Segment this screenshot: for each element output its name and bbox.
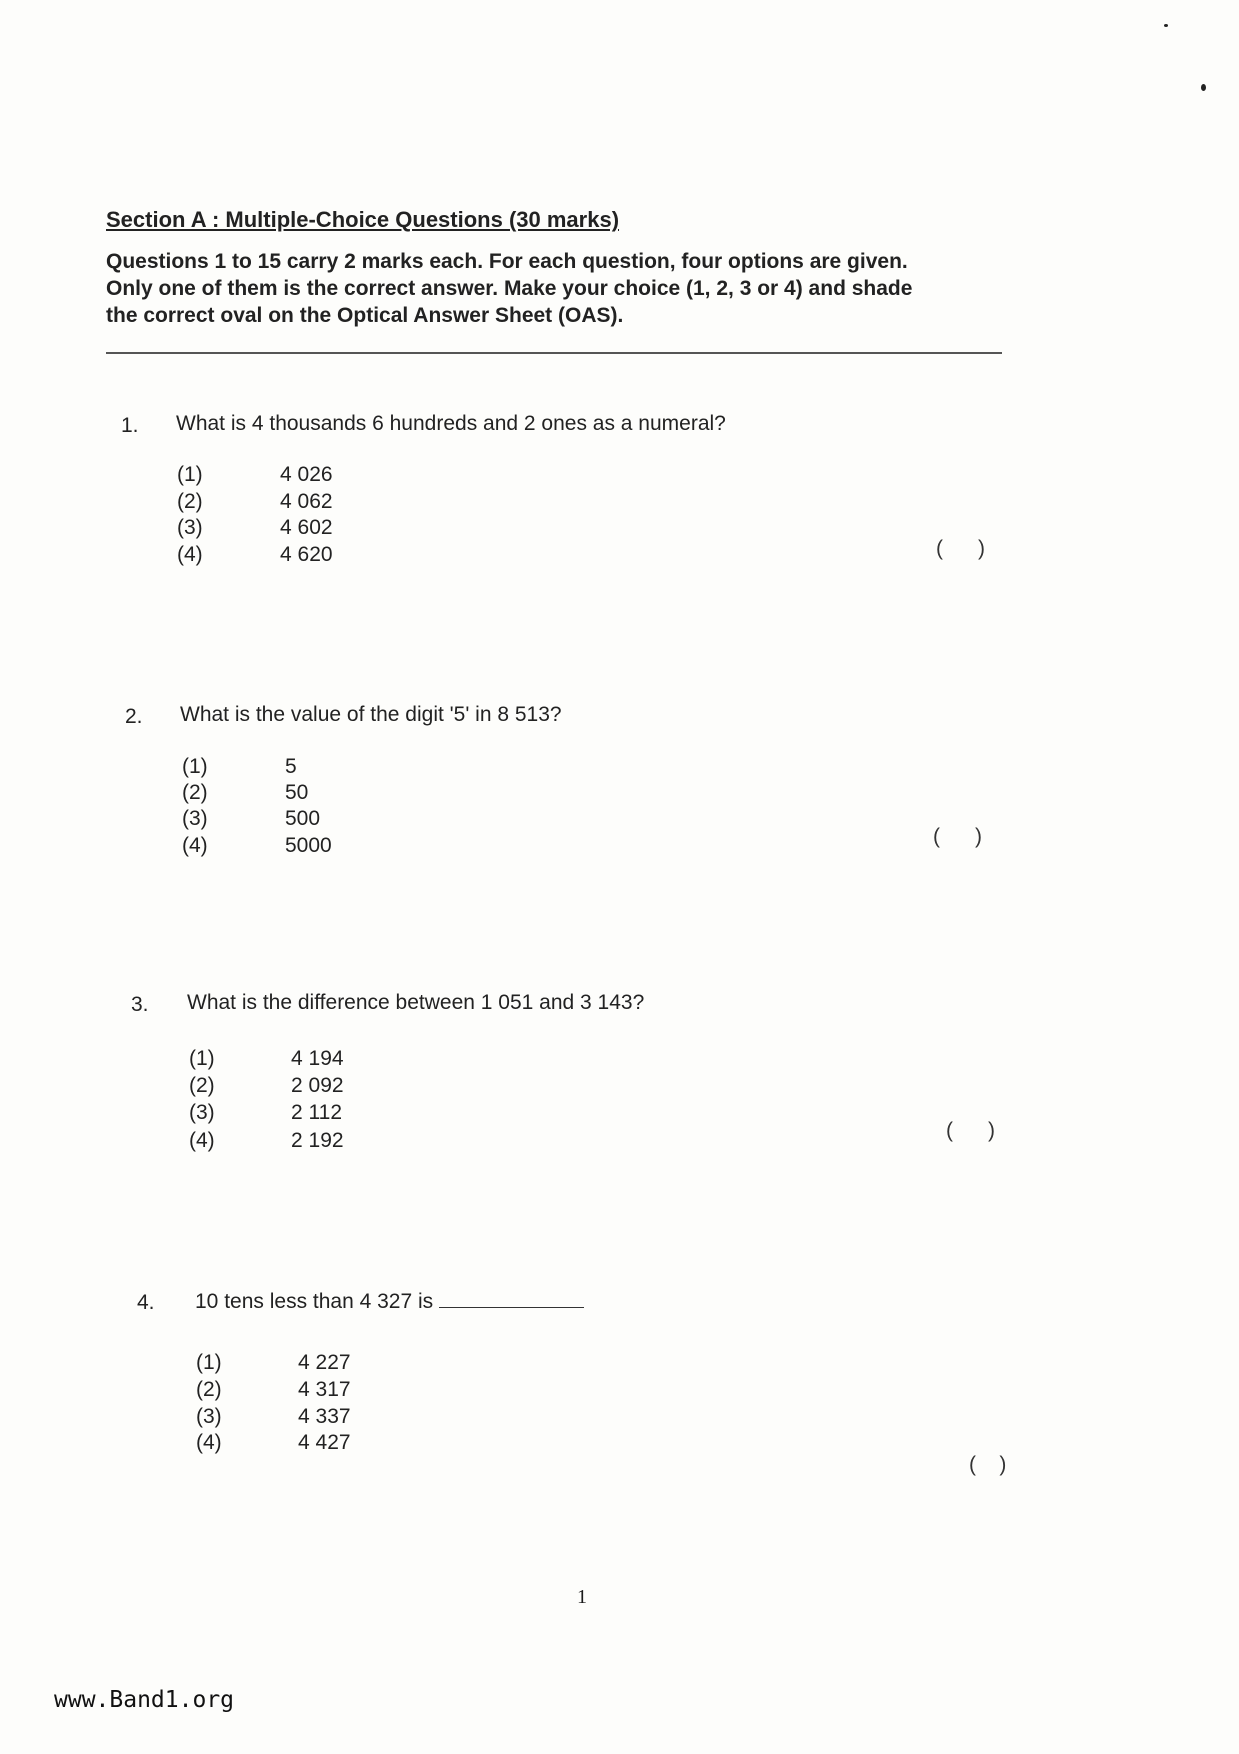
page-number: 1 <box>577 1586 587 1608</box>
answer-box: ( ) <box>936 537 985 560</box>
divider <box>106 352 1002 354</box>
question-number: 3. <box>131 993 149 1016</box>
option-label: (2) <box>182 781 208 804</box>
option-value: 2 092 <box>291 1074 344 1097</box>
option-value: 500 <box>285 807 321 830</box>
question-number: 4. <box>137 1291 155 1314</box>
option-value: 4 337 <box>298 1405 351 1428</box>
instructions-line: Only one of them is the correct answer. Make your choice (1, 2, 3 or 4) and shade <box>106 277 913 300</box>
question-number: 1. <box>121 414 139 437</box>
option-value: 4 227 <box>298 1351 351 1374</box>
option-label: (4) <box>182 834 208 857</box>
question-text: What is 4 thousands 6 hundreds and 2 ones as a numeral? <box>176 412 726 435</box>
answer-box: ( ) <box>969 1453 1007 1476</box>
option-value: 4 194 <box>291 1047 344 1070</box>
option-value: 4 620 <box>280 543 333 566</box>
section-title: Section A : Multiple-Choice Questions (30 marks) <box>106 207 620 232</box>
option-value: 2 112 <box>291 1101 342 1124</box>
instructions-line: the correct oval on the Optical Answer Sheet (OAS). <box>106 304 624 327</box>
question-text: What is the value of the digit '5' in 8 513? <box>180 703 562 726</box>
option-value: 4 427 <box>298 1431 351 1454</box>
footer-url: www.Band1.org <box>54 1687 235 1713</box>
question-text-content: 10 tens less than 4 327 is <box>195 1290 434 1313</box>
option-value: 4 062 <box>280 490 333 513</box>
answer-blank <box>439 1289 584 1308</box>
option-label: (4) <box>177 543 203 566</box>
option-value: 50 <box>285 781 309 804</box>
option-label: (2) <box>196 1378 222 1401</box>
answer-box: ( ) <box>933 825 982 848</box>
question-number: 2. <box>125 705 143 728</box>
option-value: 2 192 <box>291 1129 344 1152</box>
option-value: 4 026 <box>280 463 333 486</box>
option-value: 5000 <box>285 834 332 857</box>
option-label: (4) <box>196 1431 222 1454</box>
option-label: (3) <box>177 516 203 539</box>
question-text: What is the difference between 1 051 and 3 143? <box>187 991 645 1014</box>
option-label: (4) <box>189 1129 215 1152</box>
answer-box: ( ) <box>946 1119 995 1142</box>
option-label: (1) <box>182 755 208 778</box>
option-value: 4 602 <box>280 516 333 539</box>
option-label: (3) <box>189 1101 215 1124</box>
option-label: (2) <box>189 1074 215 1097</box>
option-value: 4 317 <box>298 1378 351 1401</box>
option-label: (1) <box>196 1351 222 1374</box>
option-value: 5 <box>285 755 297 778</box>
scan-speck <box>1164 24 1168 27</box>
instructions-line: Questions 1 to 15 carry 2 marks each. For each question, four options are given. <box>106 250 908 273</box>
option-label: (2) <box>177 490 203 513</box>
option-label: (1) <box>177 463 203 486</box>
scan-speck <box>1201 84 1206 91</box>
option-label: (3) <box>182 807 208 830</box>
option-label: (3) <box>196 1405 222 1428</box>
question-text <box>195 1289 584 1314</box>
option-label: (1) <box>189 1047 215 1070</box>
